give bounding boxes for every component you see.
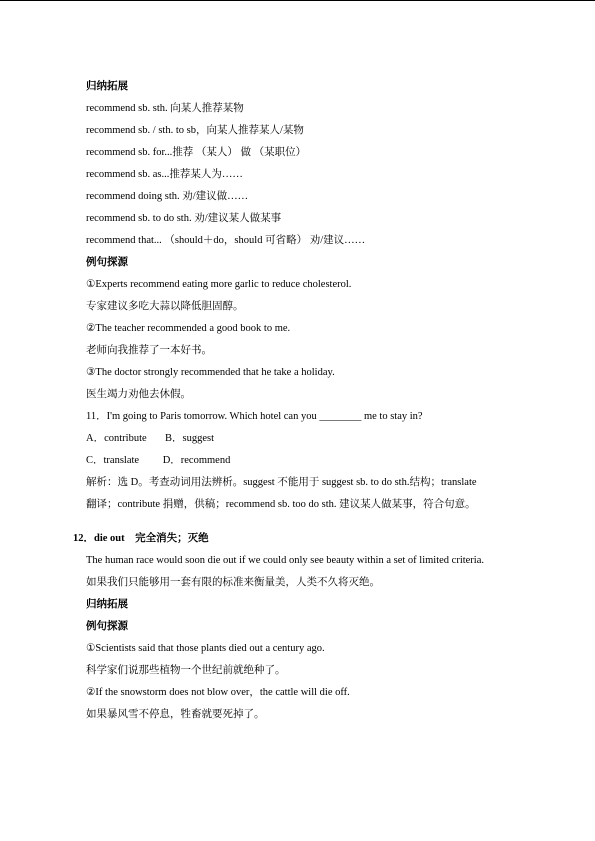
question-options: C．translate D．recommend [86, 455, 231, 466]
entry-heading-die-out: 12．die out 完全消失；灭绝 [73, 533, 209, 544]
example-line: ②If the snowstorm does not blow over，the cattle will die off. [86, 687, 350, 698]
question-stem: 11．I'm going to Paris tomorrow. Which hotel can you ________ me to stay in? [86, 411, 423, 422]
section-gap [86, 516, 546, 528]
usage-line: recommend sb. / sth. to sb，向某人推荐某人/某物 [86, 125, 304, 136]
usage-line: recommend sb. for...推荐 （某人） 做 （某职位） [86, 147, 307, 158]
entry-sentence: The human race would soon die out if we could only see beauty within a set of limited criteria. [86, 555, 485, 566]
section-heading-examples: 例句探源 [86, 621, 128, 632]
example-line: 科学家们说那些植物一个世纪前就绝种了。 [86, 665, 286, 676]
section-heading-summary: 归纳拓展 [86, 81, 128, 92]
example-line: 如果暴风雪不停息，牲畜就要死掉了。 [86, 709, 265, 720]
usage-line: recommend sb. as...推荐某人为…… [86, 169, 243, 180]
document-content [73, 76, 546, 726]
top-rule [0, 0, 595, 1]
entry-translation: 如果我们只能够用一套有限的标准来衡量美，人类不久将灭绝。 [86, 577, 380, 588]
usage-line: recommend sb. to do sth. 劝/建议某人做某事 [86, 213, 282, 224]
analysis-line: 解析：选 D。考查动词用法辨析。suggest 不能用于 suggest sb. to do sth.结构；translate [86, 477, 477, 488]
question-options: A．contribute B．suggest [86, 433, 215, 444]
usage-line: recommend doing sth. 劝/建议做…… [86, 191, 249, 202]
example-line: 医生竭力劝他去休假。 [86, 389, 191, 400]
usage-line: recommend sb. sth. 向某人推荐某物 [86, 103, 244, 114]
analysis-line: 翻译；contribute 捐赠，供稿；recommend sb. too do sth. 建议某人做某事，符合句意。 [86, 499, 476, 510]
section-heading-summary: 归纳拓展 [86, 599, 128, 610]
section-heading-examples: 例句探源 [86, 257, 128, 268]
example-line: 老师向我推荐了一本好书。 [86, 345, 212, 356]
example-line: 专家建议多吃大蒜以降低胆固醇。 [86, 301, 244, 312]
example-line: ①Scientists said that those plants died out a century ago. [86, 643, 325, 654]
example-line: ①Experts recommend eating more garlic to reduce cholesterol. [86, 279, 352, 290]
usage-line: recommend that... （should＋do，should 可省略） 劝/建议…… [86, 235, 366, 246]
example-line: ③The doctor strongly recommended that he take a holiday. [86, 367, 335, 378]
example-line: ②The teacher recommended a good book to me. [86, 323, 291, 334]
